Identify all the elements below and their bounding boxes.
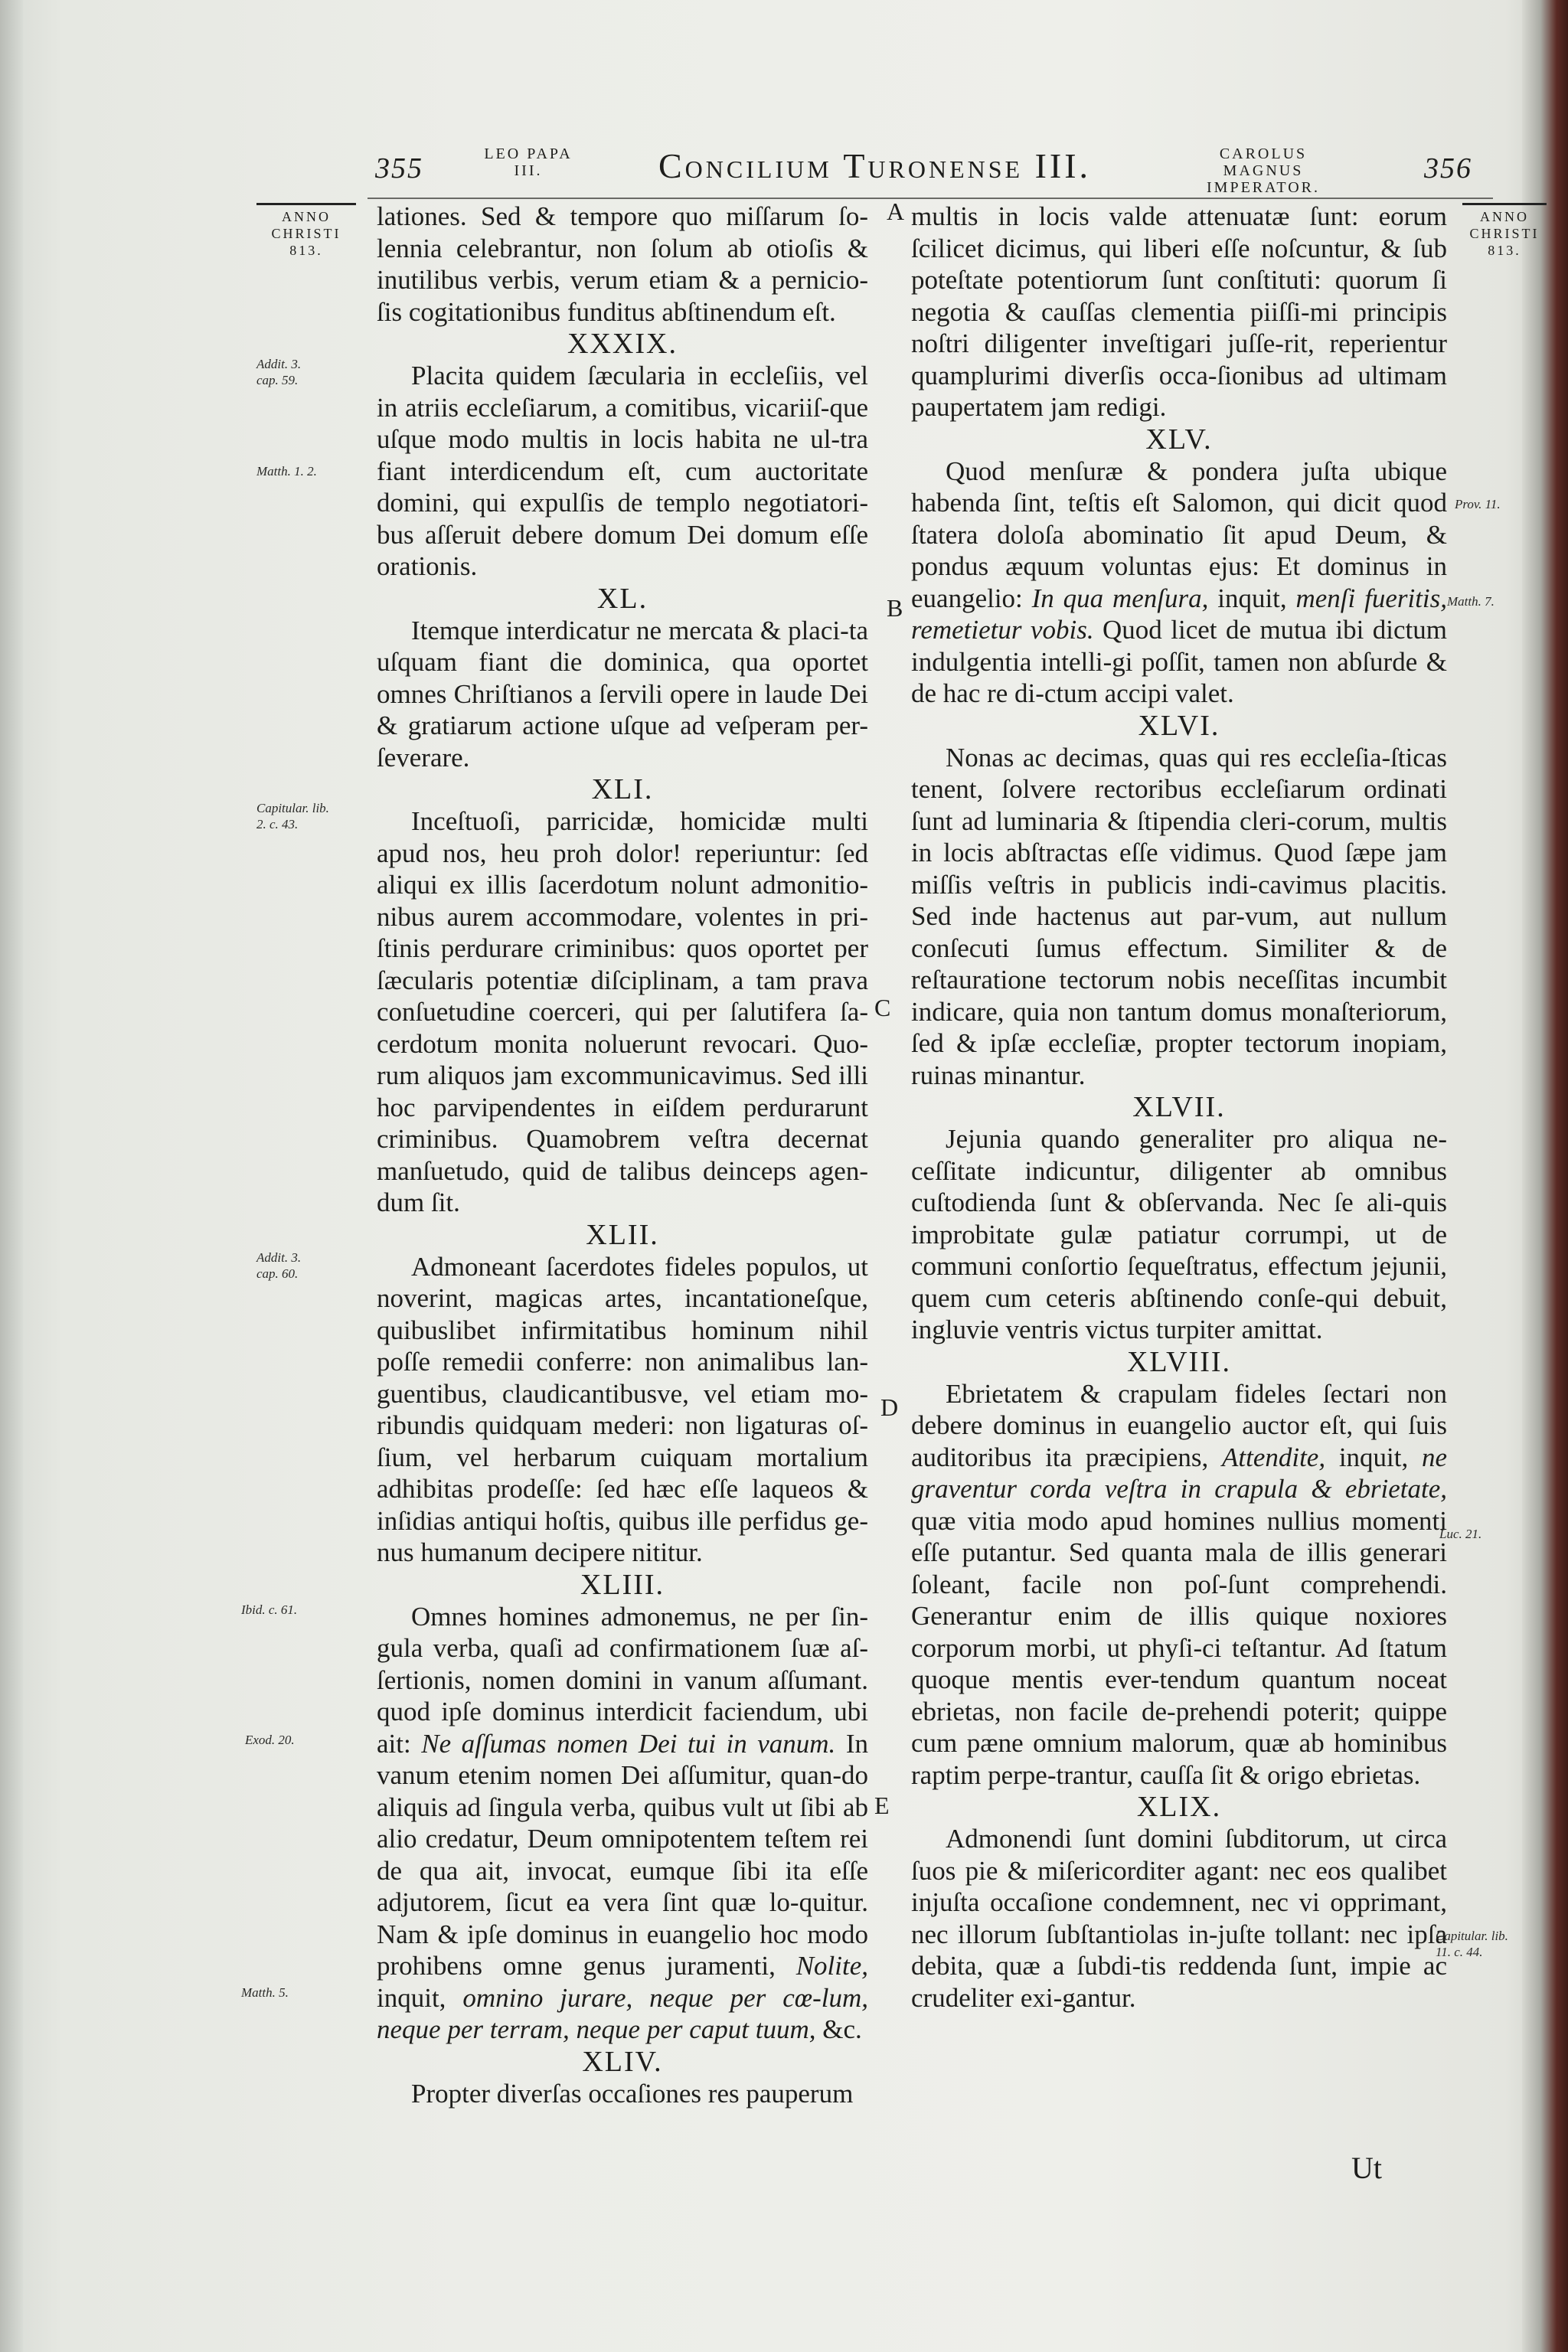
paragraph-text: Admoneant ſacerdotes fideles populos, ut noverint, magicas artes, incantationeſque, quibuslibet infirmitatibus hominum nihil poſſe remedii conferre: non animalibus lan-guentibus, claudicantibusve, vel etiam mo-ribundis quidquam mederi: non ligaturas oſ-ſium, vel herbarum cuiquam mortalium adhibitas prodeſſe: ſed hæc eſſe laqueos & inſidias antiqui hoſtis, quibus ille perfidus ge-nus humanum decipere nititur. [377, 1251, 868, 1567]
paragraph [377, 201, 868, 328]
chapter-number: XLVII. [1132, 1091, 1226, 1123]
anno-word: ANNO [282, 209, 331, 224]
paragraph-text: Jejunia quando generaliter pro aliqua ne-ceſſitate indicuntur, diligenter ab omnibus cuſtodienda ſunt & obſervanda. Nec ſe ali-quis improbitate gulæ patiatur corrumpi, ut de communi conſortio ſequeſtratus, effectum jejunii, quem cum ceteris abſtinendo conſe-qui debuit, ingluvie ventris victus turpiter amittat. [911, 1124, 1447, 1344]
margin-note: Addit. 3. cap. 60. [256, 1250, 302, 1281]
paragraph-text: inquit, [1217, 583, 1287, 613]
paragraph-text: lationes. Sed & tempore quo miſſarum ſo-lennia celebrantur, non ſolum ab otioſis & inutilibus verbis, verum etiam & a pernicio-ſis cogitationibus funditus abſtinendum eſt. [377, 201, 868, 327]
chapter-number: XLV. [1145, 423, 1213, 456]
chapter-number: XLIX. [1136, 1791, 1222, 1823]
chapter-number: XLIII. [580, 1568, 665, 1601]
chapter-number: XLIV. [582, 2045, 663, 2078]
quotation-text: In qua menſura, [1031, 583, 1209, 613]
paragraph-text: Inceſtuoſi, parricidæ, homicidæ multi apud nos, heu proh dolor! reperiuntur: ſed aliqui ex illis ſacerdotum nolunt admonitio-nibus aurem accommodare, volentes in pri-ſtinis perdurare criminibus: quos oportet per ſæcularis potentiæ diſciplinam, a tam prava conſuetudine coerceri, qui per ſalutifera ſa-cerdotum monita noluerunt revocari. Quo-rum aliquos jam excommunicavimus. Sed illi hoc parvipendentes in eiſdem perdurarunt criminibus. Quamobrem veſtra decernat manſuetudo, quid de talibus deinceps agen-dum ſit. [377, 806, 868, 1217]
paragraph-text: quæ vitia modo apud homines nullius momenti eſſe putantur. Sed quanta mala de illis generari ſoleant, facile non poſ-ſunt comprehendi. Generantur enim de illis quique noxiores corporum morbi, ut phyſi-ci teſtantur. Ad ſtatum quoque mentis ever-tendum quantum noceat ebrietas, non facile de-prehendi poterit; quippe cum pæne omnium malorum, quæ ab hominibus raptim perpe-trantur, cauſſa ſit & origo ebrietas. [911, 1505, 1447, 1790]
margin-note: Exod. 20. [245, 1733, 295, 1747]
quotation-text: Ne aſſumas nomen Dei tui in vanum. [421, 1728, 836, 1759]
margin-note: Ibid. c. 61. [241, 1602, 298, 1617]
paragraph-text: Propter diverſas occaſiones res pauperum [411, 2078, 854, 2109]
section-letter: A [887, 198, 905, 225]
paragraph [911, 1378, 1447, 1792]
paragraph-text: Admonendi ſunt domini ſubditorum, ut circa ſuos pie & miſericorditer agant: nec eos qualibet injuſta occaſione condemnent, nec vi opprimant, nec illorum ſubſtantiolas in-juſte tollant: nec ipſa debita, quæ a ſubdi-tis reddenda ſunt, impie ac crudeliter exi-gantur. [911, 1824, 1447, 2013]
quotation-text: Attendite, [1222, 1442, 1326, 1472]
paragraph [911, 201, 1447, 423]
paragraph [377, 805, 868, 1219]
margin-note: Luc. 21. [1439, 1527, 1482, 1541]
left-page-number: 355 [375, 152, 423, 185]
paragraph [911, 1823, 1447, 2014]
chapter-number: XLVI. [1138, 709, 1220, 742]
section-letter: D [880, 1393, 899, 1421]
anno-christi-left [256, 203, 356, 259]
paragraph-text: Placita quidem ſæcularia in eccleſiis, vel in atriis eccleſiarum, a comitibus, vicariiſ-que uſque modo multis in locis habita ne ul-tra fiant interdicendum eſt, cum auctoritate domini, qui expulſis de templo negotiatori-bus aſſeruit debere domum Dei domum eſſe orationis. [377, 361, 868, 581]
section-letter: B [887, 594, 903, 622]
margin-note: Matth. 1. 2. [256, 464, 317, 479]
chapter-number: XLII. [586, 1218, 659, 1251]
paragraph [377, 1251, 868, 1569]
margin-note: Capitular. lib. 2. c. 43. [256, 801, 329, 831]
left-text-column [377, 201, 868, 2109]
paragraph-text: Itemque interdicatur ne mercata & placi-ta uſquam fiant die dominica, qua oportet omnes Chriſtianos a ſervili opere in laude Dei & gratiarum actione uſque ad veſperam per-ſeverare. [377, 615, 868, 773]
catchword: Ut [1351, 2151, 1382, 2185]
paragraph [377, 2078, 868, 2110]
paragraph [911, 1123, 1447, 1346]
header-pope-name: LEO PAPA [484, 145, 573, 162]
chapter-number: XLVIII. [1126, 1345, 1232, 1378]
quotation-text: ne graventur corda veſtra in crapula & ebrietate, [911, 1442, 1448, 1504]
paragraph [911, 456, 1447, 710]
margin-note: Matth. 7. [1447, 594, 1494, 609]
anno-bar [1462, 203, 1547, 205]
paragraph-text: &c. [822, 2014, 862, 2044]
anno-bar [256, 203, 356, 205]
anno-year: 813. [289, 243, 323, 258]
quotation-text: Nolite, [795, 1951, 868, 1981]
header-emperor [1183, 145, 1344, 196]
paragraph [377, 360, 868, 583]
page-edge [0, 0, 23, 2352]
quotation-text: omnino jurare, neque per cœ-lum, neque per terram, neque per caput tuum, [377, 1982, 868, 2044]
page-title: Concilium Turonense III. [658, 146, 1092, 185]
paragraph-text: multis in locis valde attenuatæ ſunt: eorum ſcilicet dicimus, qui liberi eſſe noſcuntur, & ſub poteſtate potentiorum ſunt conſtituti: quorum ſi negotia & cauſſas clementia piiſſi-mi principis noſtri diligenter inveſtigari juſſe-rit, reperientur quamplurimi diverſis occa-ſionibus ad ultimam paupertatem jam redigi. [911, 201, 1447, 422]
section-letter: E [874, 1792, 890, 1819]
paragraph [377, 1601, 868, 2046]
paragraph-text: Nonas ac decimas, quas qui res eccleſia-ſticas tenent, ſolvere rectoribus eccleſiarum ordinati ſunt ad luminaria & ſtipendia cleri-corum, multis in locis abſtractas eſſe vidimus. Quod ſæpe jam miſſis veſtris in publicis indi-cavimus placitis. Sed inde hactenus aut par-vum, aut nullum conſecuti ſumus effectum. Similiter & de reſtauratione tectorum nobis neceſſitas incumbit indicare, quia non tantum domus monaſteriorum, ſed & ipſæ eccleſiæ, propter tectorum inopiam, ruinas minantur. [911, 742, 1447, 1090]
paragraph-text: In vanum etenim nomen Dei aſſumitur, quan-do aliquis ad ſingula verba, quibus vult ut ſibi ab alio credatur, Deum omnipotentem teſtem rei de qua ait, invocat, eumque ſibi ita eſſe adjutorem, ſicut ea vera ſint quæ lo-quitur. Nam & ipſe dominus in euangelio hoc modo prohibens omne genus juramenti, [377, 1728, 869, 1981]
right-text-column [911, 201, 1447, 2014]
paragraph-text: inquit, [1338, 1442, 1409, 1472]
paragraph-text: Quod licet de mutua ibi dictum indulgentia intelli-gi poſſit, tamen non abſurde & de hac re di-ctum accipi valet. [911, 615, 1447, 708]
margin-note: Prov. 11. [1455, 497, 1501, 511]
book-binding [1522, 0, 1568, 2352]
anno-word: ANNO [1480, 209, 1529, 224]
anno-year: 813. [1488, 243, 1521, 258]
paragraph-text: Ebrietatem & crapulam fideles ſectari non debere dominus in euangelio auctor eſt, qui ſuis auditoribus ita præcipiens, [911, 1378, 1447, 1472]
paragraph [377, 615, 868, 774]
header-rule [368, 198, 1493, 199]
chapter-number: XLI. [591, 773, 654, 805]
header-emperor-title: IMPERATOR. [1207, 179, 1320, 196]
christi-word: CHRISTI [1469, 226, 1540, 241]
paragraph-text: Omnes homines admonemus, ne per ſin-gula verba, quaſi ad confirmationem ſuæ aſ-ſertionis, nomen domini in vanum aſſumant. quod ipſe dominus interdicit faciendum, ubi ait: [377, 1601, 868, 1759]
christi-word: CHRISTI [271, 226, 341, 241]
header-emperor-name: CAROLUS MAGNUS [1219, 145, 1308, 179]
margin-note: Addit. 3. cap. 59. [256, 357, 302, 387]
running-header [368, 145, 1531, 196]
chapter-number: XXXIX. [567, 328, 678, 360]
anno-christi-right [1462, 203, 1547, 259]
paragraph-text: Quod menſuræ & pondera juſta ubique habenda ſint, teſtis eſt Salomon, qui dicit quod ſtatera doloſa abominatio ſit apud Deum, & pondus æquum voluntas ejus: Et dominus in euangelio: [911, 456, 1447, 613]
chapter-number: XL. [596, 582, 648, 615]
paragraph-text: inquit, [377, 1982, 446, 2013]
margin-note: Matth. 5. [241, 1985, 289, 2000]
right-page-number: 356 [1424, 152, 1472, 185]
section-letter: C [874, 994, 891, 1021]
margin-note: Capitular. lib. 11. c. 44. [1436, 1929, 1508, 1959]
header-pope [482, 145, 574, 179]
quotation-text: menſi fueritis, remetietur vobis. [911, 583, 1448, 645]
paragraph [911, 742, 1447, 1092]
header-pope-number: III. [514, 162, 543, 179]
